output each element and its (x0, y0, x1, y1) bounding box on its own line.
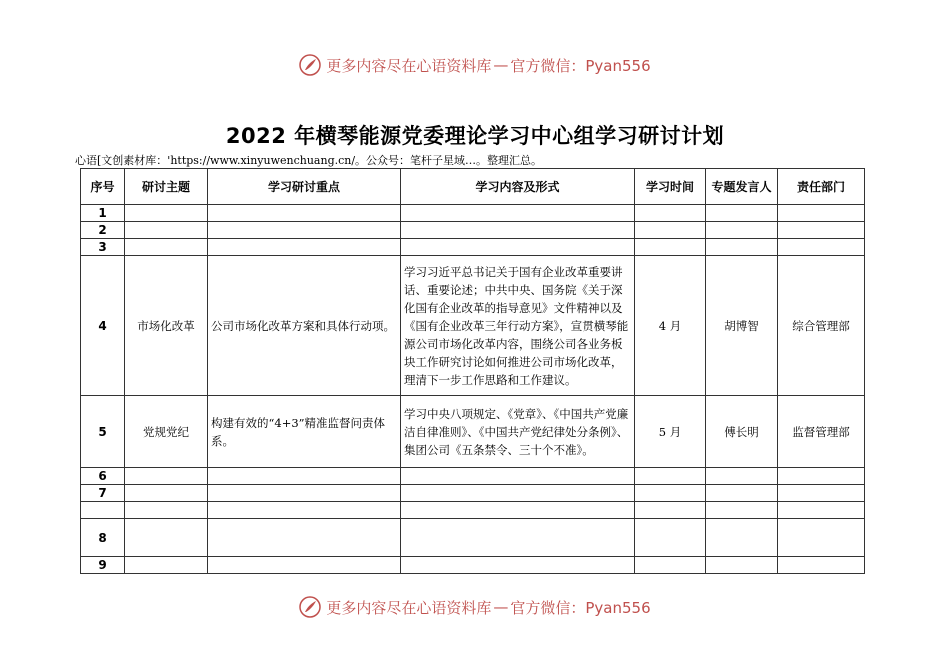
cell-time: 4 月 (635, 256, 706, 396)
cell-dept (778, 468, 865, 485)
cell-topic (125, 239, 208, 256)
header-time: 学习时间 (635, 169, 706, 205)
cell-time (635, 557, 706, 574)
cell-topic (125, 222, 208, 239)
table-row (81, 396, 865, 468)
cell-focus (208, 519, 401, 557)
cell-topic (125, 502, 208, 519)
source-subline: 心语[文创素材库：'https://www.xinyuwenchuang.cn/。公众号：笔杆子星域…。整理汇总。 (75, 154, 543, 167)
banner-contact: 官方微信：Pyan556 (510, 598, 651, 617)
table-row (81, 205, 865, 222)
table-row (81, 519, 865, 557)
cell-no: 8 (81, 519, 125, 557)
cell-no: 4 (81, 256, 125, 396)
cell-content (401, 519, 635, 557)
header-focus: 学习研讨重点 (208, 169, 401, 205)
cell-dept (778, 239, 865, 256)
table-row (81, 222, 865, 239)
cell-time (635, 205, 706, 222)
cell-no: 2 (81, 222, 125, 239)
banner-text: 更多内容尽在心语资料库 (326, 56, 492, 75)
cell-focus (208, 222, 401, 239)
feather-logo-icon (299, 596, 321, 618)
cell-content: 学习中央八项规定、《党章》、《中国共产党廉洁自律准则》、《中国共产党纪律处分条例》、集团公司《五条禁令、三十个不准》。 (401, 396, 635, 468)
cell-focus (208, 205, 401, 222)
banner-separator: — (493, 56, 509, 74)
watermark-banner-bottom (0, 592, 950, 622)
table-row (81, 485, 865, 502)
table-header-row (81, 169, 865, 205)
feather-logo-icon (299, 54, 321, 76)
cell-focus (208, 239, 401, 256)
table-row (81, 468, 865, 485)
cell-focus (208, 485, 401, 502)
cell-focus: 构建有效的“4+3”精准监督问责体系。 (208, 396, 401, 468)
cell-content (401, 485, 635, 502)
cell-topic (125, 519, 208, 557)
cell-focus (208, 468, 401, 485)
cell-topic (125, 485, 208, 502)
cell-content (401, 557, 635, 574)
cell-speaker (706, 468, 778, 485)
cell-focus (208, 502, 401, 519)
cell-content: 学习习近平总书记关于国有企业改革重要讲话、重要论述；中共中央、国务院《关于深化国有企业改革的指导意见》文件精神以及《国有企业改革三年行动方案》，宣贯横琴能源公司市场化改革内容，围绕公司各业务板块工作研究讨论如何推进公司市场化改革，理清下一步工作思路和工作建议。 (401, 256, 635, 396)
cell-no: 6 (81, 468, 125, 485)
cell-content (401, 205, 635, 222)
header-topic: 研讨主题 (125, 169, 208, 205)
cell-speaker: 傅长明 (706, 396, 778, 468)
table-row (81, 239, 865, 256)
cell-dept (778, 519, 865, 557)
cell-dept (778, 502, 865, 519)
cell-topic (125, 557, 208, 574)
cell-focus (208, 557, 401, 574)
header-dept: 责任部门 (778, 169, 865, 205)
cell-no (81, 502, 125, 519)
cell-topic (125, 468, 208, 485)
cell-focus: 公司市场化改革方案和具体行动项。 (208, 256, 401, 396)
table-row (81, 502, 865, 519)
watermark-banner-top (0, 50, 950, 80)
study-plan-table (80, 168, 865, 574)
cell-speaker: 胡博智 (706, 256, 778, 396)
cell-speaker (706, 557, 778, 574)
cell-topic (125, 205, 208, 222)
cell-time (635, 239, 706, 256)
cell-time (635, 485, 706, 502)
cell-dept: 综合管理部 (778, 256, 865, 396)
cell-time (635, 502, 706, 519)
cell-content (401, 502, 635, 519)
cell-topic: 市场化改革 (125, 256, 208, 396)
header-speaker: 专题发言人 (706, 169, 778, 205)
cell-time (635, 468, 706, 485)
cell-time (635, 222, 706, 239)
cell-dept (778, 485, 865, 502)
banner-separator: — (493, 598, 509, 616)
cell-speaker (706, 502, 778, 519)
cell-no: 5 (81, 396, 125, 468)
cell-content (401, 468, 635, 485)
cell-content (401, 239, 635, 256)
table-row (81, 557, 865, 574)
cell-speaker (706, 239, 778, 256)
cell-dept (778, 557, 865, 574)
cell-dept: 监督管理部 (778, 396, 865, 468)
header-no: 序号 (81, 169, 125, 205)
cell-speaker (706, 222, 778, 239)
table-row (81, 256, 865, 396)
banner-text: 更多内容尽在心语资料库 (326, 598, 492, 617)
cell-dept (778, 205, 865, 222)
cell-content (401, 222, 635, 239)
cell-speaker (706, 485, 778, 502)
banner-contact: 官方微信：Pyan556 (510, 56, 651, 75)
cell-no: 7 (81, 485, 125, 502)
cell-no: 3 (81, 239, 125, 256)
cell-speaker (706, 205, 778, 222)
cell-topic: 党规党纪 (125, 396, 208, 468)
document-title: 2022 年横琴能源党委理论学习中心组学习研讨计划 (225, 124, 725, 148)
cell-time (635, 519, 706, 557)
cell-time: 5 月 (635, 396, 706, 468)
cell-dept (778, 222, 865, 239)
cell-speaker (706, 519, 778, 557)
header-content: 学习内容及形式 (401, 169, 635, 205)
cell-no: 9 (81, 557, 125, 574)
cell-no: 1 (81, 205, 125, 222)
